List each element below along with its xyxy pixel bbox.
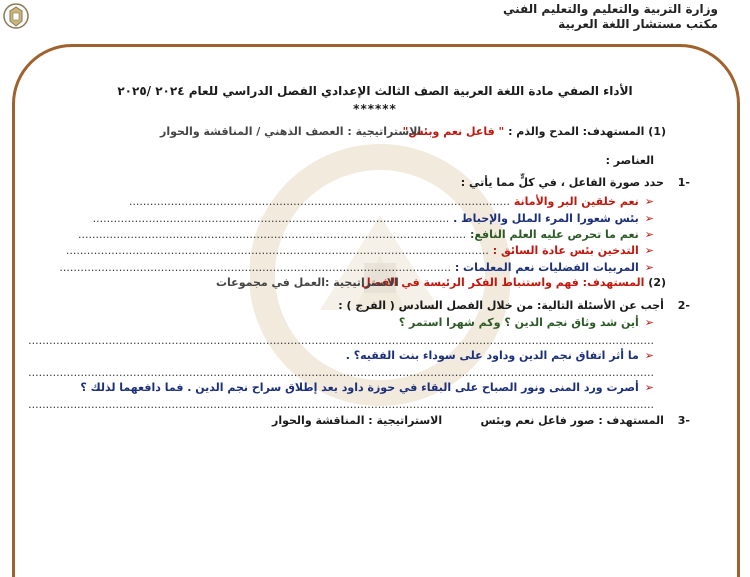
list-item	[129, 195, 654, 208]
q1-item-text: المربيات الفضليات نعم المعلمات :	[454, 261, 639, 274]
item3-strategy: الاستراتيجية : المناقشة والحوار	[272, 414, 443, 427]
header	[503, 2, 718, 32]
q2-prompt-text: أجب عن الأسئلة التالية: من خلال الفصل السادس ( الفرج ) :	[338, 299, 664, 312]
ministry-name: وزارة التربية والتعليم والتعليم الفني	[502, 2, 718, 16]
answer-line	[28, 398, 654, 411]
item3-number: -3	[677, 414, 690, 427]
item2-target	[353, 276, 666, 289]
item3-target	[481, 414, 690, 427]
item2-strategy: الاستراتيجية :العمل في مجموعات	[216, 276, 399, 289]
arrow-left-icon: ➢	[644, 349, 654, 362]
answer-dots: ...............................................................................................................	[78, 228, 467, 241]
list-item	[59, 261, 654, 274]
answer-dots: .........................................................................................................................	[65, 244, 489, 257]
arrow-left-icon: ➢	[644, 212, 654, 225]
list-item	[399, 316, 654, 329]
office-name: مكتب مستشار اللغة العربية	[558, 17, 718, 31]
answer-dots: ...................................................................................................................................................................................	[28, 366, 654, 379]
arrow-left-icon: ➢	[644, 381, 654, 394]
item3-target-text: المستهدف : صور فاعل نعم وبئس	[480, 414, 664, 427]
q1-item-text: بئس شعورا المرء الملل والإحباط .	[453, 212, 639, 225]
answer-line	[28, 334, 654, 347]
list-item	[346, 349, 654, 362]
page-title: الأداء الصفي مادة اللغة العربية الصف الثالث الإعدادي الفصل الدراسي للعام ٢٠٢٤ /٢٠٢٥	[117, 84, 633, 98]
item1-target-value: " فاعل نعم وبئس"	[402, 125, 505, 138]
q1-item-text: نعم خلقين البر والأمانة	[513, 195, 639, 208]
item2-number: (2)	[648, 276, 666, 289]
q2-prompt	[338, 299, 690, 312]
q2-item-text: أين شد وثاق نجم الدين ؟ وكم شهرا استمر ؟	[398, 316, 639, 329]
list-item	[93, 212, 654, 225]
item1-strategy: الاستراتيجية : العصف الذهني / المناقشة والحوار	[160, 125, 422, 138]
title-stars: ******	[353, 102, 397, 116]
list-item	[78, 228, 654, 241]
arrow-left-icon: ➢	[644, 244, 654, 257]
ministry-logo	[2, 0, 30, 34]
answer-dots: ................................................................................................................	[59, 261, 451, 274]
arrow-left-icon: ➢	[644, 261, 654, 274]
item1-target	[403, 125, 666, 138]
answer-line	[28, 366, 654, 379]
item1-target-label: المستهدف: المدح والذم :	[508, 125, 645, 138]
q1-prompt	[461, 176, 690, 189]
arrow-left-icon: ➢	[644, 316, 654, 329]
q2-item-text: أصرت ورد المنى ونور الصباح على البقاء في حوزة داود بعد إطلاق سراح نجم الدين . فما دافعهما لذلك ؟	[80, 381, 639, 394]
answer-dots: ...................................................................................................................................................................................	[28, 334, 654, 347]
answer-dots: .............................................................................................................	[128, 195, 510, 208]
q2-item-text: ما أثر اتفاق نجم الدين وداود على سوداء بنت الفقيه؟ .	[345, 349, 639, 362]
elements-label: العناصر :	[605, 154, 654, 167]
q1-item-text: نعم ما تحرص عليه العلم النافع:	[470, 228, 639, 241]
q1-number: -1	[677, 176, 690, 189]
item1-number: (1)	[648, 125, 666, 138]
q1-prompt-text: حدد صورة الفاعل ، في كلٍّ مما يأتي :	[460, 176, 664, 189]
item2-target-text: المستهدف: فهم واستنباط الفكر الرئيسة في الفصل .	[353, 276, 645, 289]
arrow-left-icon: ➢	[644, 195, 654, 208]
q2-number: -2	[677, 299, 690, 312]
q1-item-text: التدخين بئس عادة السائق :	[492, 244, 639, 257]
answer-dots: ......................................................................................................	[92, 212, 450, 225]
answer-dots: ...................................................................................................................................................................................	[28, 398, 654, 411]
arrow-left-icon: ➢	[644, 228, 654, 241]
list-item	[80, 381, 654, 394]
list-item	[66, 244, 654, 257]
